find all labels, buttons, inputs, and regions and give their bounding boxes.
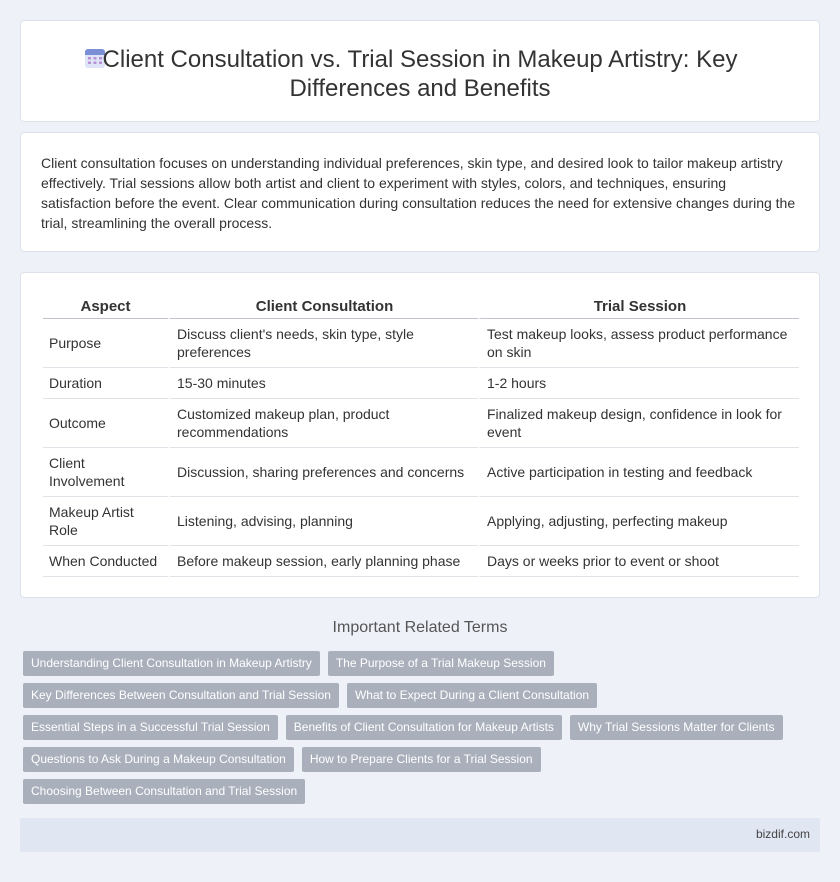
site-name[interactable]: bizdif.com: [755, 827, 810, 841]
related-tag[interactable]: How to Prepare Clients for a Trial Session: [302, 747, 541, 772]
intro-paragraph: Client consultation focuses on understanding individual preferences, skin type, and desired look to tailor makeup artistry effectively. Trial sessions allow both artist and client to experiment with styles, colors, and techniques, ensuring satisfaction before the event. Clear communication during consultation reduces the need for extensive changes during the trial, streamlining the overall process.: [41, 155, 796, 231]
related-tag[interactable]: Questions to Ask During a Makeup Consultation: [23, 747, 294, 772]
intro-card: [20, 132, 820, 252]
table-cell: Applying, adjusting, perfecting makeup: [478, 497, 799, 546]
tag-row: [23, 651, 823, 683]
table-cell: Days or weeks prior to event or shoot: [478, 546, 799, 577]
table-cell: Duration: [43, 368, 168, 399]
header-client-consultation: Client Consultation: [168, 296, 478, 319]
table-cell: Active participation in testing and feedback: [478, 448, 799, 497]
related-tag[interactable]: Choosing Between Consultation and Trial Session: [23, 779, 305, 804]
table-cell: Purpose: [43, 319, 168, 368]
table-cell: 1-2 hours: [478, 368, 799, 399]
table-row: [43, 546, 799, 577]
table-header-row: [43, 296, 799, 319]
comparison-card: [20, 272, 820, 598]
tag-row: [23, 779, 823, 811]
table-row: [43, 448, 799, 497]
tag-row: [23, 747, 823, 779]
tag-row: [23, 683, 823, 715]
related-tag[interactable]: What to Expect During a Client Consultation: [347, 683, 597, 708]
table-cell: Listening, advising, planning: [168, 497, 478, 546]
table-cell: Makeup Artist Role: [43, 497, 168, 546]
table-cell: Discussion, sharing preferences and concerns: [168, 448, 478, 497]
table-cell: Discuss client's needs, skin type, style preferences: [168, 319, 478, 368]
footer: [20, 818, 820, 852]
related-tag[interactable]: Benefits of Client Consultation for Makeup Artists: [286, 715, 562, 740]
related-tag[interactable]: Understanding Client Consultation in Makeup Artistry: [23, 651, 320, 676]
table-cell: Test makeup looks, assess product performance on skin: [478, 319, 799, 368]
header-trial-session: Trial Session: [478, 296, 799, 319]
table-cell: Customized makeup plan, product recommendations: [168, 399, 478, 448]
table-cell: Finalized makeup design, confidence in look for event: [478, 399, 799, 448]
table-cell: When Conducted: [43, 546, 168, 577]
table-cell: 15-30 minutes: [168, 368, 478, 399]
related-tag[interactable]: The Purpose of a Trial Makeup Session: [328, 651, 554, 676]
page-title: Client Consultation vs. Trial Session in Makeup Artistry: Key Differences and Benefits: [102, 46, 738, 102]
comparison-table: [43, 296, 799, 577]
table-cell: Outcome: [43, 399, 168, 448]
related-tag[interactable]: Why Trial Sessions Matter for Clients: [570, 715, 783, 740]
table-row: [43, 399, 799, 448]
table-row: [43, 497, 799, 546]
table-cell: Client Involvement: [43, 448, 168, 497]
related-terms-list: [23, 651, 823, 811]
table-row: [43, 319, 799, 368]
title-card: [20, 20, 820, 122]
tag-row: [23, 715, 823, 747]
table-row: [43, 368, 799, 399]
related-tag[interactable]: Key Differences Between Consultation and Trial Session: [23, 683, 339, 708]
related-terms-heading: Important Related Terms: [332, 619, 508, 636]
related-tag[interactable]: Essential Steps in a Successful Trial Session: [23, 715, 278, 740]
table-cell: Before makeup session, early planning phase: [168, 546, 478, 577]
header-aspect: Aspect: [43, 296, 168, 319]
